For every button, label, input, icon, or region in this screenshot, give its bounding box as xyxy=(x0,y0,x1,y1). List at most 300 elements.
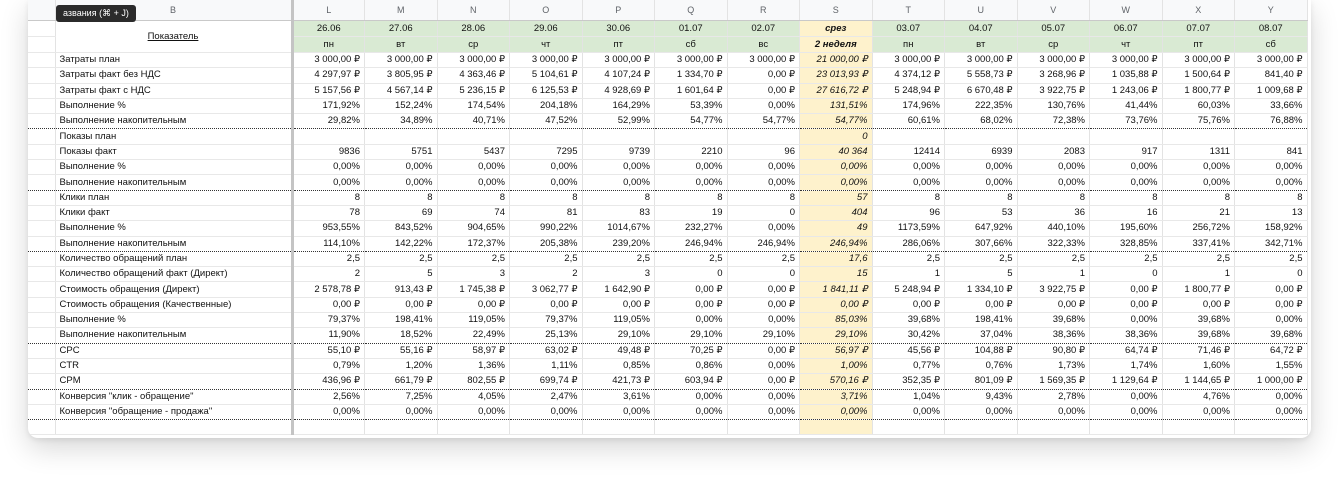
value-cell[interactable]: 4 928,69 ₽ xyxy=(582,83,655,98)
column-header[interactable]: M xyxy=(365,0,438,21)
value-cell[interactable]: 8 xyxy=(1162,190,1235,205)
date-cell[interactable]: 01.07 xyxy=(655,21,728,37)
value-cell[interactable] xyxy=(872,129,945,144)
value-cell[interactable]: 69 xyxy=(365,205,438,220)
column-header[interactable]: R xyxy=(727,0,800,21)
value-cell[interactable]: 904,65% xyxy=(437,221,510,236)
value-cell[interactable]: 913,43 ₽ xyxy=(365,282,438,297)
value-cell[interactable]: 0,00% xyxy=(655,404,728,419)
value-cell[interactable]: 0,00% xyxy=(365,404,438,419)
value-cell[interactable]: 131,51% xyxy=(800,98,873,113)
value-cell[interactable]: 21 000,00 ₽ xyxy=(800,53,873,68)
value-cell[interactable]: 5 xyxy=(945,267,1018,282)
value-cell[interactable]: 2,5 xyxy=(510,251,583,266)
value-cell[interactable]: 1,55% xyxy=(1235,358,1308,373)
value-cell[interactable]: 172,37% xyxy=(437,236,510,251)
value-cell[interactable]: 56,97 ₽ xyxy=(800,343,873,358)
row-label[interactable]: Затраты план xyxy=(55,53,292,68)
value-cell[interactable]: 1,60% xyxy=(1162,358,1235,373)
value-cell[interactable]: 256,72% xyxy=(1162,221,1235,236)
value-cell[interactable]: 4 107,24 ₽ xyxy=(582,68,655,83)
value-cell[interactable]: 0,00% xyxy=(582,160,655,175)
value-cell[interactable]: 22,49% xyxy=(437,328,510,343)
value-cell[interactable]: 81 xyxy=(510,205,583,220)
value-cell[interactable]: 5 558,73 ₽ xyxy=(945,68,1018,83)
value-cell[interactable]: 1 009,68 ₽ xyxy=(1235,83,1308,98)
value-cell[interactable]: 1 569,35 ₽ xyxy=(1017,374,1090,389)
value-cell[interactable]: 352,35 ₽ xyxy=(872,374,945,389)
value-cell[interactable]: 29,82% xyxy=(292,114,365,129)
value-cell[interactable]: 0,86% xyxy=(655,358,728,373)
value-cell[interactable]: 603,94 ₽ xyxy=(655,374,728,389)
row-label[interactable]: Конверсия "обращение - продажа" xyxy=(55,404,292,419)
column-header[interactable] xyxy=(28,0,55,21)
value-cell[interactable]: 174,96% xyxy=(872,98,945,113)
value-cell[interactable]: 5 xyxy=(365,267,438,282)
value-cell[interactable]: 647,92% xyxy=(945,221,1018,236)
row-label[interactable] xyxy=(55,420,292,435)
value-cell[interactable]: 54,77% xyxy=(655,114,728,129)
value-cell[interactable]: 0,00 ₽ xyxy=(1090,297,1163,312)
value-cell[interactable]: 58,97 ₽ xyxy=(437,343,510,358)
value-cell[interactable]: 3 000,00 ₽ xyxy=(437,53,510,68)
value-cell[interactable]: 0,00 ₽ xyxy=(800,297,873,312)
day-cell[interactable]: пт xyxy=(582,37,655,53)
value-cell[interactable]: 2,5 xyxy=(872,251,945,266)
row-label[interactable]: Клики план xyxy=(55,190,292,205)
value-cell[interactable]: 5 248,94 ₽ xyxy=(872,83,945,98)
value-cell[interactable]: 0,00% xyxy=(1235,313,1308,328)
value-cell[interactable]: 2,5 xyxy=(727,251,800,266)
value-cell[interactable]: 0,00% xyxy=(1235,175,1308,190)
value-cell[interactable]: 195,60% xyxy=(1090,221,1163,236)
value-cell[interactable]: 953,55% xyxy=(292,221,365,236)
value-cell[interactable]: 4,76% xyxy=(1162,389,1235,404)
value-cell[interactable]: 328,85% xyxy=(1090,236,1163,251)
value-cell[interactable]: 0,00% xyxy=(1090,389,1163,404)
value-cell[interactable]: 3 000,00 ₽ xyxy=(727,53,800,68)
value-cell[interactable]: 1 144,65 ₽ xyxy=(1162,374,1235,389)
value-cell[interactable]: 8 xyxy=(1090,190,1163,205)
value-cell[interactable]: 1014,67% xyxy=(582,221,655,236)
value-cell[interactable]: 3 922,75 ₽ xyxy=(1017,83,1090,98)
date-cell[interactable]: 28.06 xyxy=(437,21,510,37)
value-cell[interactable]: 0,00 ₽ xyxy=(437,297,510,312)
value-cell[interactable]: 33,66% xyxy=(1235,98,1308,113)
column-header[interactable]: Q xyxy=(655,0,728,21)
value-cell[interactable]: 0 xyxy=(800,129,873,144)
date-cell[interactable]: 06.07 xyxy=(1090,21,1163,37)
value-cell[interactable] xyxy=(1017,420,1090,435)
value-cell[interactable]: 0,00 ₽ xyxy=(582,297,655,312)
value-cell[interactable]: 104,88 ₽ xyxy=(945,343,1018,358)
row-label[interactable]: Выполнение накопительным xyxy=(55,328,292,343)
value-cell[interactable]: 3 000,00 ₽ xyxy=(365,53,438,68)
value-cell[interactable]: 0,00% xyxy=(292,404,365,419)
value-cell[interactable] xyxy=(1090,420,1163,435)
value-cell[interactable]: 3 805,95 ₽ xyxy=(365,68,438,83)
value-cell[interactable]: 843,52% xyxy=(365,221,438,236)
value-cell[interactable]: 0,00% xyxy=(365,160,438,175)
value-cell[interactable]: 0,00% xyxy=(1235,404,1308,419)
value-cell[interactable]: 0,77% xyxy=(872,358,945,373)
value-cell[interactable] xyxy=(655,129,728,144)
value-cell[interactable]: 0,00 ₽ xyxy=(510,297,583,312)
value-cell[interactable]: 1 xyxy=(1017,267,1090,282)
value-cell[interactable] xyxy=(727,129,800,144)
value-cell[interactable]: 232,27% xyxy=(655,221,728,236)
value-cell[interactable]: 0,00% xyxy=(1162,404,1235,419)
row-label[interactable]: Выполнение накопительным xyxy=(55,175,292,190)
value-cell[interactable]: 0 xyxy=(655,267,728,282)
value-cell[interactable]: 0,00 ₽ xyxy=(945,297,1018,312)
value-cell[interactable]: 337,41% xyxy=(1162,236,1235,251)
row-label[interactable]: Клики факт xyxy=(55,205,292,220)
value-cell[interactable] xyxy=(437,129,510,144)
value-cell[interactable] xyxy=(1090,129,1163,144)
value-cell[interactable]: 0,00% xyxy=(655,389,728,404)
value-cell[interactable] xyxy=(365,129,438,144)
value-cell[interactable]: 1,36% xyxy=(437,358,510,373)
value-cell[interactable]: 1 243,06 ₽ xyxy=(1090,83,1163,98)
value-cell[interactable]: 38,36% xyxy=(1090,328,1163,343)
value-cell[interactable]: 0,00% xyxy=(727,389,800,404)
value-cell[interactable] xyxy=(727,420,800,435)
value-cell[interactable]: 52,99% xyxy=(582,114,655,129)
value-cell[interactable]: 2,5 xyxy=(582,251,655,266)
value-cell[interactable]: 204,18% xyxy=(510,98,583,113)
value-cell[interactable]: 0,00 ₽ xyxy=(1090,282,1163,297)
value-cell[interactable]: 3 000,00 ₽ xyxy=(1162,53,1235,68)
value-cell[interactable]: 83 xyxy=(582,205,655,220)
value-cell[interactable]: 45,56 ₽ xyxy=(872,343,945,358)
value-cell[interactable] xyxy=(582,420,655,435)
value-cell[interactable]: 239,20% xyxy=(582,236,655,251)
day-cell[interactable]: сб xyxy=(1235,37,1308,53)
value-cell[interactable]: 0,00% xyxy=(800,404,873,419)
value-cell[interactable]: 72,38% xyxy=(1017,114,1090,129)
row-label[interactable]: Количество обращений факт (Директ) xyxy=(55,267,292,282)
value-cell[interactable] xyxy=(365,420,438,435)
column-header[interactable]: P xyxy=(582,0,655,21)
value-cell[interactable]: 1 800,77 ₽ xyxy=(1162,83,1235,98)
value-cell[interactable]: 29,10% xyxy=(582,328,655,343)
value-cell[interactable]: 39,68% xyxy=(1017,313,1090,328)
value-cell[interactable]: 38,36% xyxy=(1017,328,1090,343)
day-cell[interactable]: пт xyxy=(1162,37,1235,53)
date-cell[interactable]: срез xyxy=(800,21,873,37)
row-label[interactable]: CPM xyxy=(55,374,292,389)
value-cell[interactable] xyxy=(292,420,365,435)
value-cell[interactable]: 801,09 ₽ xyxy=(945,374,1018,389)
value-cell[interactable]: 0,00% xyxy=(437,404,510,419)
value-cell[interactable]: 3 000,00 ₽ xyxy=(1090,53,1163,68)
value-cell[interactable]: 9739 xyxy=(582,144,655,159)
value-cell[interactable]: 57 xyxy=(800,190,873,205)
value-cell[interactable]: 3 000,00 ₽ xyxy=(872,53,945,68)
row-label[interactable]: Конверсия "клик - обращение" xyxy=(55,389,292,404)
value-cell[interactable] xyxy=(510,129,583,144)
value-cell[interactable] xyxy=(1162,420,1235,435)
value-cell[interactable]: 1 800,77 ₽ xyxy=(1162,282,1235,297)
value-cell[interactable]: 0,00% xyxy=(437,175,510,190)
value-cell[interactable]: 1 xyxy=(1162,267,1235,282)
value-cell[interactable]: 8 xyxy=(1235,190,1308,205)
value-cell[interactable]: 79,37% xyxy=(292,313,365,328)
value-cell[interactable]: 1 642,90 ₽ xyxy=(582,282,655,297)
value-cell[interactable]: 13 xyxy=(1235,205,1308,220)
value-cell[interactable]: 4 567,14 ₽ xyxy=(365,83,438,98)
value-cell[interactable]: 917 xyxy=(1090,144,1163,159)
value-cell[interactable]: 40 364 xyxy=(800,144,873,159)
value-cell[interactable]: 64,74 ₽ xyxy=(1090,343,1163,358)
value-cell[interactable]: 440,10% xyxy=(1017,221,1090,236)
date-cell[interactable]: 04.07 xyxy=(945,21,1018,37)
value-cell[interactable]: 404 xyxy=(800,205,873,220)
value-cell[interactable]: 29,10% xyxy=(727,328,800,343)
value-cell[interactable]: 0,00 ₽ xyxy=(655,282,728,297)
value-cell[interactable]: 841 xyxy=(1235,144,1308,159)
column-header[interactable]: V xyxy=(1017,0,1090,21)
value-cell[interactable]: 205,38% xyxy=(510,236,583,251)
value-cell[interactable]: 2,5 xyxy=(365,251,438,266)
value-cell[interactable]: 0,00% xyxy=(655,160,728,175)
value-cell[interactable]: 174,54% xyxy=(437,98,510,113)
column-header[interactable]: X xyxy=(1162,0,1235,21)
value-cell[interactable]: 1,11% xyxy=(510,358,583,373)
value-cell[interactable]: 8 xyxy=(872,190,945,205)
row-label[interactable]: Количество обращений план xyxy=(55,251,292,266)
value-cell[interactable]: 0,00% xyxy=(1017,175,1090,190)
value-cell[interactable]: 0,00 ₽ xyxy=(655,297,728,312)
value-cell[interactable]: 142,22% xyxy=(365,236,438,251)
date-cell[interactable]: 02.07 xyxy=(727,21,800,37)
value-cell[interactable]: 0,00% xyxy=(292,175,365,190)
value-cell[interactable]: 2210 xyxy=(655,144,728,159)
value-cell[interactable]: 0,00% xyxy=(292,160,365,175)
value-cell[interactable]: 60,61% xyxy=(872,114,945,129)
value-cell[interactable]: 3 000,00 ₽ xyxy=(1235,53,1308,68)
value-cell[interactable]: 322,33% xyxy=(1017,236,1090,251)
value-cell[interactable]: 2,5 xyxy=(292,251,365,266)
day-cell[interactable]: сб xyxy=(655,37,728,53)
value-cell[interactable]: 246,94% xyxy=(655,236,728,251)
row-label[interactable]: CPC xyxy=(55,343,292,358)
value-cell[interactable]: 3 000,00 ₽ xyxy=(510,53,583,68)
value-cell[interactable]: 5 104,61 ₽ xyxy=(510,68,583,83)
value-cell[interactable]: 8 xyxy=(365,190,438,205)
value-cell[interactable]: 0,00% xyxy=(510,175,583,190)
value-cell[interactable]: 2,5 xyxy=(945,251,1018,266)
value-cell[interactable]: 1,20% xyxy=(365,358,438,373)
value-cell[interactable]: 0,00% xyxy=(510,160,583,175)
value-cell[interactable]: 68,02% xyxy=(945,114,1018,129)
value-cell[interactable]: 19 xyxy=(655,205,728,220)
value-cell[interactable]: 7295 xyxy=(510,144,583,159)
value-cell[interactable]: 74 xyxy=(437,205,510,220)
value-cell[interactable]: 70,25 ₽ xyxy=(655,343,728,358)
value-cell[interactable]: 0,00% xyxy=(1090,404,1163,419)
value-cell[interactable]: 9,43% xyxy=(945,389,1018,404)
value-cell[interactable]: 71,46 ₽ xyxy=(1162,343,1235,358)
value-cell[interactable]: 0,00% xyxy=(1090,175,1163,190)
value-cell[interactable]: 18,52% xyxy=(365,328,438,343)
column-header[interactable]: B xyxy=(55,0,292,21)
value-cell[interactable]: 130,76% xyxy=(1017,98,1090,113)
value-cell[interactable]: 6 125,53 ₽ xyxy=(510,83,583,98)
value-cell[interactable]: 2,5 xyxy=(1162,251,1235,266)
value-cell[interactable]: 39,68% xyxy=(1162,328,1235,343)
column-header[interactable]: L xyxy=(292,0,365,21)
value-cell[interactable]: 29,10% xyxy=(800,328,873,343)
value-cell[interactable] xyxy=(1162,129,1235,144)
value-cell[interactable] xyxy=(945,420,1018,435)
value-cell[interactable]: 307,66% xyxy=(945,236,1018,251)
value-cell[interactable]: 0,00% xyxy=(1017,160,1090,175)
value-cell[interactable]: 49,48 ₽ xyxy=(582,343,655,358)
value-cell[interactable]: 0,00 ₽ xyxy=(727,83,800,98)
value-cell[interactable]: 0,00% xyxy=(727,358,800,373)
value-cell[interactable]: 0 xyxy=(1090,267,1163,282)
value-cell[interactable]: 0 xyxy=(727,267,800,282)
value-cell[interactable] xyxy=(1017,129,1090,144)
value-cell[interactable]: 39,68% xyxy=(1235,328,1308,343)
value-cell[interactable] xyxy=(872,420,945,435)
value-cell[interactable]: 7,25% xyxy=(365,389,438,404)
value-cell[interactable]: 222,35% xyxy=(945,98,1018,113)
value-cell[interactable]: 11,90% xyxy=(292,328,365,343)
value-cell[interactable]: 0,00 ₽ xyxy=(1017,297,1090,312)
value-cell[interactable]: 0,00% xyxy=(437,160,510,175)
value-cell[interactable]: 3 000,00 ₽ xyxy=(1017,53,1090,68)
value-cell[interactable]: 23 013,93 ₽ xyxy=(800,68,873,83)
value-cell[interactable]: 2,56% xyxy=(292,389,365,404)
value-cell[interactable]: 3,71% xyxy=(800,389,873,404)
column-header[interactable]: U xyxy=(945,0,1018,21)
value-cell[interactable]: 2 xyxy=(292,267,365,282)
value-cell[interactable] xyxy=(510,420,583,435)
value-cell[interactable]: 1 334,10 ₽ xyxy=(945,282,1018,297)
row-label[interactable]: CTR xyxy=(55,358,292,373)
value-cell[interactable]: 0,00% xyxy=(1090,313,1163,328)
date-cell[interactable]: 27.06 xyxy=(365,21,438,37)
value-cell[interactable]: 0,00% xyxy=(1017,404,1090,419)
value-cell[interactable]: 40,71% xyxy=(437,114,510,129)
value-cell[interactable]: 1 745,38 ₽ xyxy=(437,282,510,297)
row-label[interactable]: Выполнение % xyxy=(55,98,292,113)
value-cell[interactable] xyxy=(1235,129,1308,144)
value-cell[interactable]: 8 xyxy=(437,190,510,205)
value-cell[interactable]: 0,00% xyxy=(727,160,800,175)
value-cell[interactable]: 1 841,11 ₽ xyxy=(800,282,873,297)
date-cell[interactable]: 30.06 xyxy=(582,21,655,37)
value-cell[interactable]: 0,00% xyxy=(945,160,1018,175)
value-cell[interactable]: 164,29% xyxy=(582,98,655,113)
value-cell[interactable]: 0,00% xyxy=(582,175,655,190)
value-cell[interactable]: 6939 xyxy=(945,144,1018,159)
value-cell[interactable]: 54,77% xyxy=(727,114,800,129)
value-cell[interactable]: 53,39% xyxy=(655,98,728,113)
row-label[interactable]: Затраты факт без НДС xyxy=(55,68,292,83)
day-cell[interactable]: пн xyxy=(292,37,365,53)
value-cell[interactable]: 47,52% xyxy=(510,114,583,129)
value-cell[interactable]: 0 xyxy=(727,205,800,220)
value-cell[interactable]: 1173,59% xyxy=(872,221,945,236)
value-cell[interactable]: 73,76% xyxy=(1090,114,1163,129)
value-cell[interactable]: 39,68% xyxy=(872,313,945,328)
value-cell[interactable] xyxy=(292,129,365,144)
row-label[interactable]: Показы факт xyxy=(55,144,292,159)
row-label[interactable]: Выполнение % xyxy=(55,221,292,236)
value-cell[interactable]: 21 xyxy=(1162,205,1235,220)
value-cell[interactable]: 55,16 ₽ xyxy=(365,343,438,358)
value-cell[interactable]: 0,00% xyxy=(727,98,800,113)
value-cell[interactable]: 15 xyxy=(800,267,873,282)
value-cell[interactable]: 1,00% xyxy=(800,358,873,373)
value-cell[interactable]: 0,00% xyxy=(1235,160,1308,175)
value-cell[interactable]: 171,92% xyxy=(292,98,365,113)
value-cell[interactable]: 60,03% xyxy=(1162,98,1235,113)
value-cell[interactable]: 36 xyxy=(1017,205,1090,220)
value-cell[interactable]: 75,76% xyxy=(1162,114,1235,129)
value-cell[interactable]: 661,79 ₽ xyxy=(365,374,438,389)
value-cell[interactable]: 3,61% xyxy=(582,389,655,404)
value-cell[interactable]: 1 500,64 ₽ xyxy=(1162,68,1235,83)
value-cell[interactable] xyxy=(655,420,728,435)
value-cell[interactable]: 5 248,94 ₽ xyxy=(872,282,945,297)
day-cell[interactable]: вс xyxy=(727,37,800,53)
value-cell[interactable] xyxy=(582,129,655,144)
value-cell[interactable]: 2,5 xyxy=(1235,251,1308,266)
value-cell[interactable]: 3 000,00 ₽ xyxy=(292,53,365,68)
value-cell[interactable]: 0,76% xyxy=(945,358,1018,373)
value-cell[interactable]: 2 xyxy=(510,267,583,282)
value-cell[interactable]: 342,71% xyxy=(1235,236,1308,251)
day-cell[interactable]: вт xyxy=(945,37,1018,53)
value-cell[interactable]: 30,42% xyxy=(872,328,945,343)
column-header[interactable]: N xyxy=(437,0,510,21)
value-cell[interactable]: 63,02 ₽ xyxy=(510,343,583,358)
value-cell[interactable]: 421,73 ₽ xyxy=(582,374,655,389)
value-cell[interactable]: 4 374,12 ₽ xyxy=(872,68,945,83)
value-cell[interactable]: 49 xyxy=(800,221,873,236)
value-cell[interactable]: 0,00% xyxy=(1235,389,1308,404)
value-cell[interactable]: 2,5 xyxy=(437,251,510,266)
value-cell[interactable]: 37,04% xyxy=(945,328,1018,343)
day-cell[interactable]: ср xyxy=(437,37,510,53)
row-label[interactable]: Выполнение накопительным xyxy=(55,236,292,251)
value-cell[interactable]: 2083 xyxy=(1017,144,1090,159)
value-cell[interactable]: 1 xyxy=(872,267,945,282)
value-cell[interactable]: 3 922,75 ₽ xyxy=(1017,282,1090,297)
value-cell[interactable]: 0,00 ₽ xyxy=(1162,297,1235,312)
date-cell[interactable]: 07.07 xyxy=(1162,21,1235,37)
value-cell[interactable]: 25,13% xyxy=(510,328,583,343)
value-cell[interactable]: 3 000,00 ₽ xyxy=(945,53,1018,68)
value-cell[interactable]: 8 xyxy=(1017,190,1090,205)
value-cell[interactable]: 1 129,64 ₽ xyxy=(1090,374,1163,389)
row-label[interactable]: Затраты факт с НДС xyxy=(55,83,292,98)
value-cell[interactable]: 8 xyxy=(510,190,583,205)
value-cell[interactable]: 114,10% xyxy=(292,236,365,251)
value-cell[interactable]: 78 xyxy=(292,205,365,220)
value-cell[interactable]: 1,73% xyxy=(1017,358,1090,373)
value-cell[interactable]: 1,04% xyxy=(872,389,945,404)
value-cell[interactable]: 2,5 xyxy=(1090,251,1163,266)
value-cell[interactable]: 119,05% xyxy=(437,313,510,328)
date-cell[interactable]: 05.07 xyxy=(1017,21,1090,37)
value-cell[interactable]: 5 157,56 ₽ xyxy=(292,83,365,98)
